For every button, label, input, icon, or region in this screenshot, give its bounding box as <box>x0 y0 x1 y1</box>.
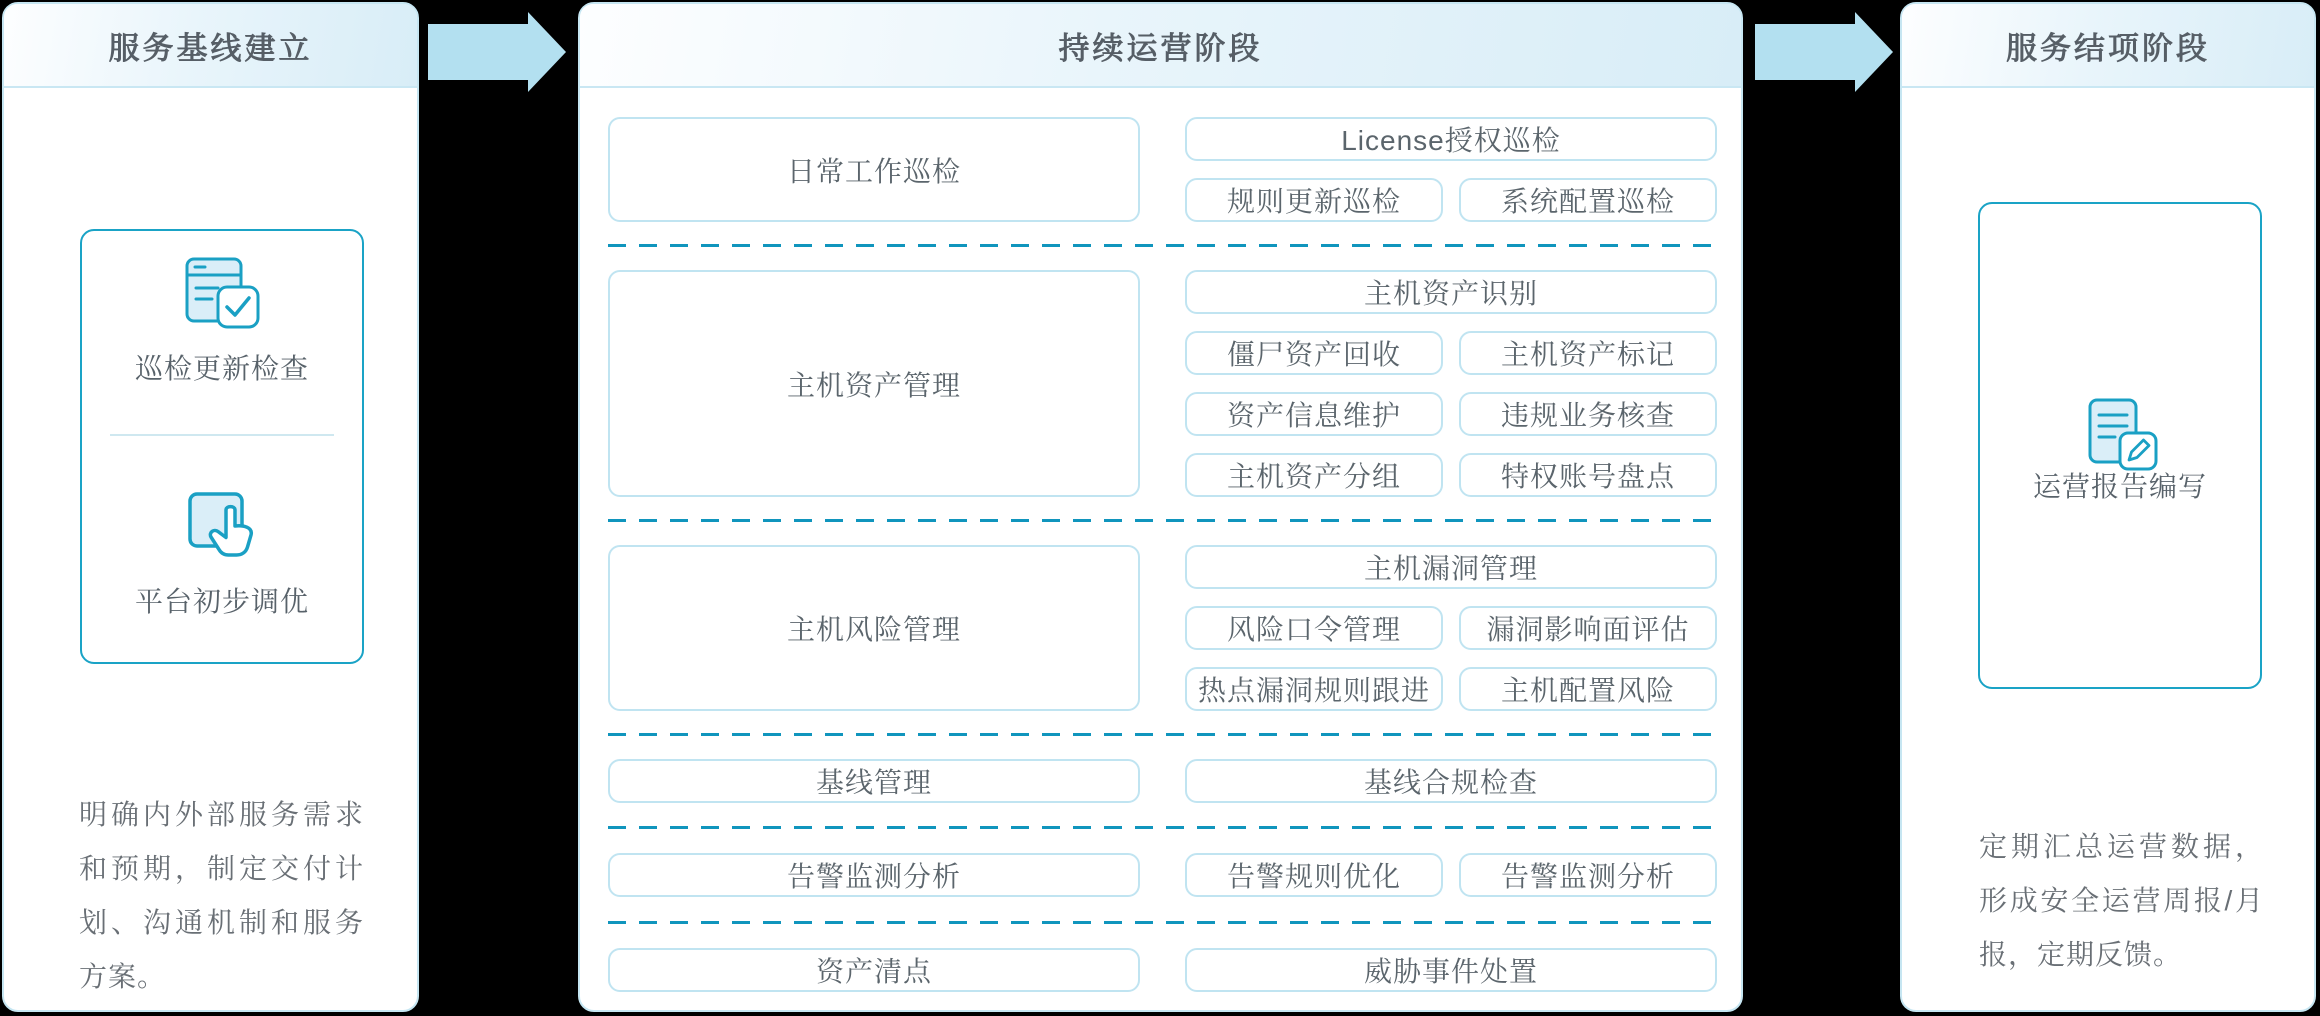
arrow-right-icon <box>428 12 566 92</box>
panel-continuous-operation-header <box>580 4 1741 88</box>
platform-tune-icon <box>184 488 260 569</box>
box-host-vulnerability-management: 主机漏洞管理 <box>1185 545 1717 589</box>
box-threat-event-handling: 威胁事件处置 <box>1185 948 1717 992</box>
dashed-separator <box>608 826 1717 829</box>
box-alert-rule-optimization: 告警规则优化 <box>1185 853 1443 897</box>
box-baseline-management: 基线管理 <box>608 759 1140 803</box>
box-vuln-impact-assessment: 漏洞影响面评估 <box>1459 606 1717 650</box>
box-host-asset-management: 主机资产管理 <box>608 270 1140 497</box>
box-host-asset-grouping: 主机资产分组 <box>1185 453 1443 497</box>
box-license-audit-inspection: License授权巡检 <box>1185 117 1717 161</box>
box-system-config-inspection: 系统配置巡检 <box>1459 178 1717 222</box>
panel-continuous-operation <box>578 2 1743 1012</box>
baseline-feature-box <box>80 229 364 664</box>
baseline-item-platform-initial-tuning: 平台初步调优 <box>134 586 309 617</box>
panel-service-closing-header <box>1902 4 2314 88</box>
dashed-separator <box>608 519 1717 522</box>
baseline-description: 明确内外部服务需求和预期，制定交付计划、沟通机制和服务方案。 <box>79 799 364 992</box>
closing-item-operation-report-writing: 运营报告编写 <box>2032 471 2207 502</box>
box-baseline-compliance-check: 基线合规检查 <box>1185 759 1717 803</box>
dashed-separator <box>608 733 1717 736</box>
baseline-item-inspection-update-check: 巡检更新检查 <box>134 353 309 384</box>
panel-service-closing-title: 服务结项阶段 <box>2006 30 2210 66</box>
dashed-separator <box>608 244 1717 247</box>
box-host-asset-identification: 主机资产识别 <box>1185 270 1717 314</box>
panel-service-closing <box>1900 2 2316 1012</box>
box-illegal-business-check: 违规业务核查 <box>1459 392 1717 436</box>
box-asset-inventory: 资产清点 <box>608 948 1140 992</box>
panel-service-baseline <box>2 2 419 1012</box>
box-host-risk-management: 主机风险管理 <box>608 545 1140 711</box>
box-hot-vuln-rule-followup: 热点漏洞规则跟进 <box>1185 667 1443 711</box>
box-daily-inspection: 日常工作巡检 <box>608 117 1140 222</box>
box-privileged-account-inventory: 特权账号盘点 <box>1459 453 1717 497</box>
box-host-config-risk: 主机配置风险 <box>1459 667 1717 711</box>
box-zombie-asset-recycle: 僵尸资产回收 <box>1185 331 1443 375</box>
box-alert-monitoring-analysis-2: 告警监测分析 <box>1459 853 1717 897</box>
box-risk-password-management: 风险口令管理 <box>1185 606 1443 650</box>
closing-description: 定期汇总运营数据，形成安全运营周报/月报，定期反馈。 <box>1979 831 2264 970</box>
box-alert-monitoring-analysis: 告警监测分析 <box>608 853 1140 897</box>
inspection-check-icon <box>184 254 260 335</box>
feature-divider <box>110 434 334 436</box>
panel-service-baseline-header <box>4 4 417 88</box>
closing-feature-box <box>1978 202 2262 689</box>
panel-continuous-operation-title: 持续运营阶段 <box>1058 30 1263 66</box>
arrow-right-icon <box>1755 12 1893 92</box>
box-host-asset-tagging: 主机资产标记 <box>1459 331 1717 375</box>
report-edit-icon <box>2082 397 2158 478</box>
panel-service-baseline-title: 服务基线建立 <box>108 30 313 66</box>
box-asset-info-maintenance: 资产信息维护 <box>1185 392 1443 436</box>
dashed-separator <box>608 921 1717 924</box>
box-rule-update-inspection: 规则更新巡检 <box>1185 178 1443 222</box>
